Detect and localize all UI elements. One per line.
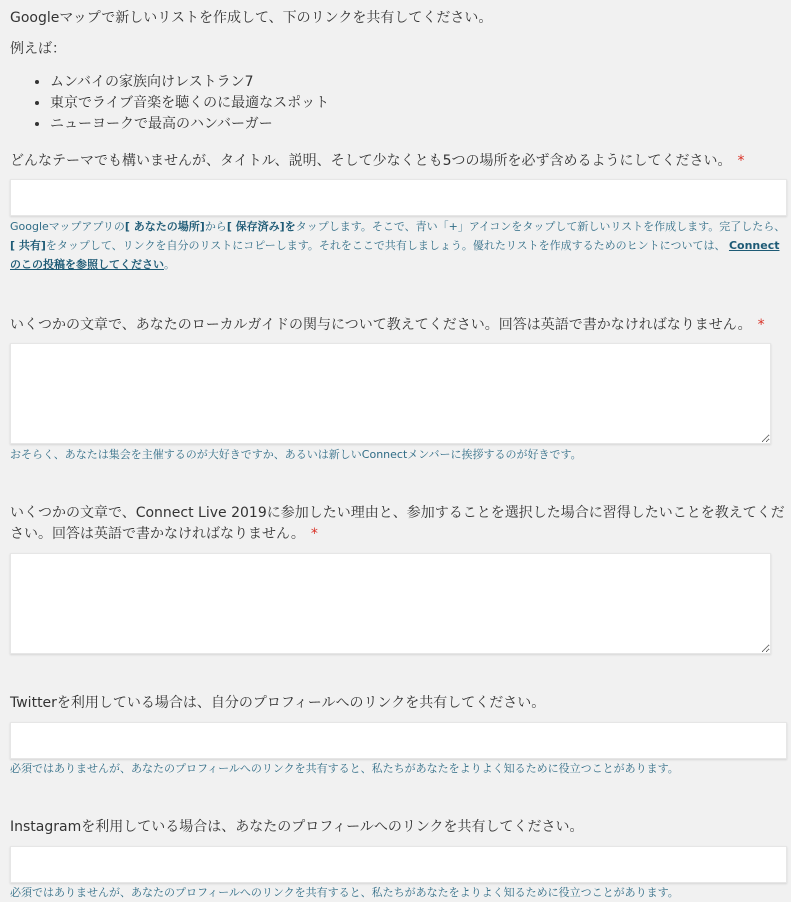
intro-text: Googleマップで新しいリストを作成して、下のリンクを共有してください。 <box>10 10 493 26</box>
required-marker: * <box>737 153 745 169</box>
list-link-input[interactable] <box>10 179 787 216</box>
list-item: • ニューヨークで最高のハンバーガー <box>50 114 329 135</box>
involvement-textarea[interactable] <box>10 343 771 444</box>
instagram-help-text: 必須ではありませんが、あなたのプロフィールへのリンクを共有すると、私たちがあなたをよりよく知るために役立つことがあります。 <box>10 886 679 899</box>
list-item: • 東京でライブ音楽を聴くのに最適なスポット <box>50 93 329 114</box>
examples-list <box>32 72 329 135</box>
examples-heading: 例えば： <box>10 41 66 57</box>
list-item: • ムンバイの家族向けレストラン7 <box>50 72 329 93</box>
twitter-help-text: 必須ではありませんが、あなたのプロフィールへのリンクを共有すると、私たちがあなたをよりよく知るために役立つことがあります。 <box>10 762 679 775</box>
twitter-link-input[interactable] <box>10 722 787 759</box>
instagram-question-label: Instagramを利用している場合は、あなたのプロフィールへのリンクを共有してください。 <box>10 819 584 835</box>
list-link-question-label: どんなテーマでも構いませんが、タイトル、説明、そして少なくとも5つの場所を必ず含めるようにしてください。 * <box>10 153 745 169</box>
required-marker: * <box>310 526 318 542</box>
connect-live-question-label: いくつかの文章で、Connect Live 2019に参加したい理由と、参加することを選択した場合に習得したいことを教えてください。回答は英語で書かなければなりません。 * <box>10 505 785 542</box>
connect-post-link[interactable]: Connectのこの投稿を参照してください <box>10 239 780 271</box>
instagram-link-input[interactable] <box>10 846 787 883</box>
connect-live-textarea[interactable] <box>10 553 771 654</box>
list-link-help-text: Googleマップアプリの[ あなたの場所]から[ 保存済み]をタップします。そこで、青い「+」アイコンをタップして新しいリストを作成します。完了したら、[ 共有]をタップして、リンクを自分のリストにコピーします。それをここで共有しましょう。優れたリストを作成するためのヒントについては、 Connectのこの投稿を参照してください。 <box>10 220 786 271</box>
involvement-help-text: おそらく、あなたは集会を主催するのが大好きですか、あるいは新しいConnectメンバーに挨拶するのが好きです。 <box>10 448 582 461</box>
required-marker: * <box>757 317 765 333</box>
involvement-question-label: いくつかの文章で、あなたのローカルガイドの関与について教えてください。回答は英語で書かなければなりません。 * <box>10 317 765 333</box>
twitter-question-label: Twitterを利用している場合は、自分のプロフィールへのリンクを共有してください。 <box>10 695 546 711</box>
